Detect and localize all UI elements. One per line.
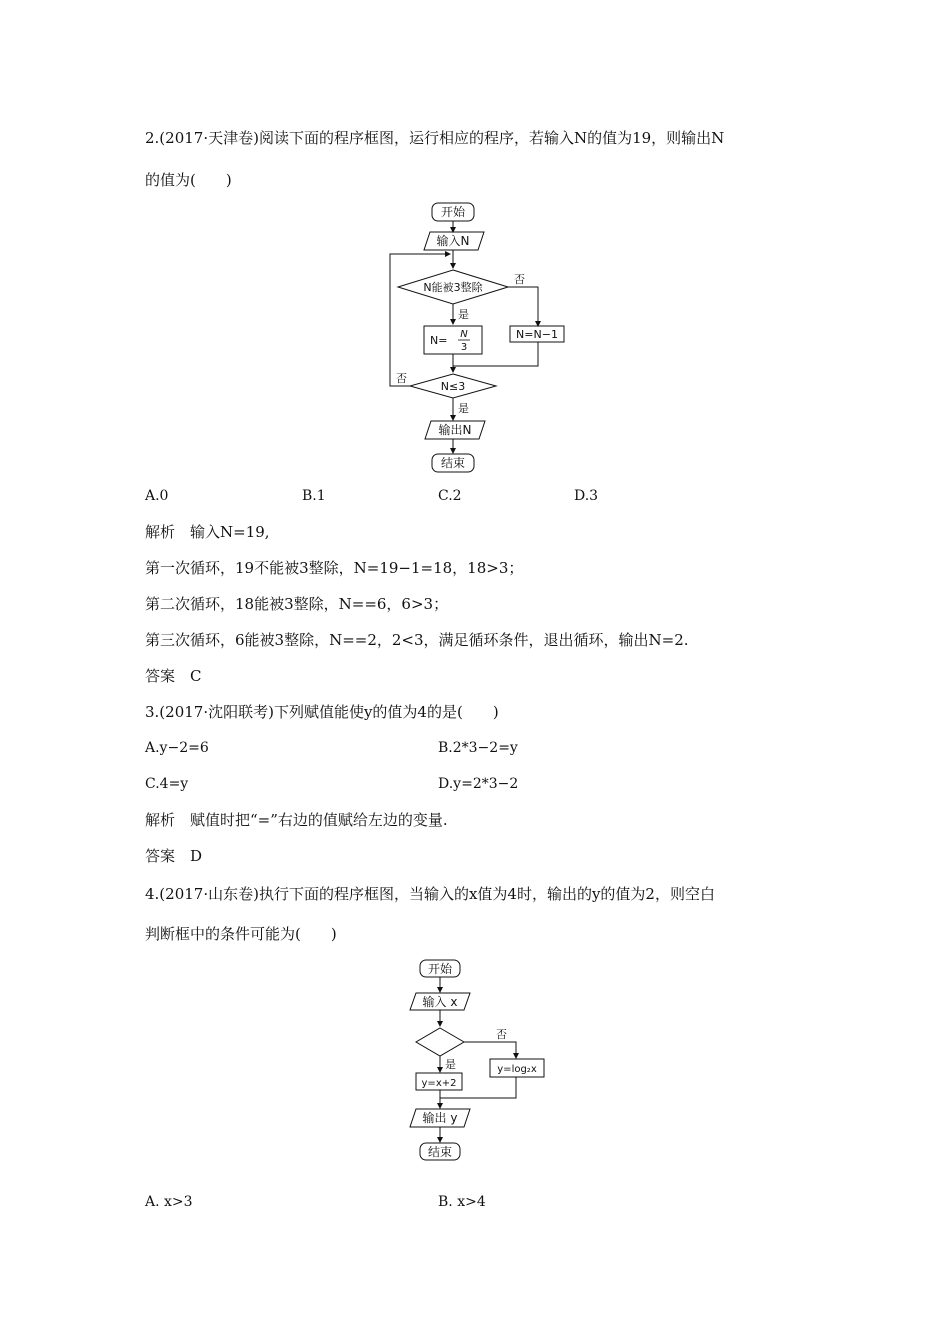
q4-stem-line1: 4.(2017·山东卷)执行下面的程序框图，当输入的x值为4时，输出的y的值为2，则空白 xyxy=(145,885,715,903)
flow-yes-label: 是 xyxy=(458,308,469,321)
q3-option-b: B.2*3−2=y xyxy=(438,740,518,756)
flow2-start-label: 开始 xyxy=(427,962,453,976)
flow-frac-denominator: 3 xyxy=(460,342,468,353)
q2-option-b: B.1 xyxy=(302,488,326,504)
q2-analysis-line1: 解析 输入N=19, xyxy=(145,523,270,541)
q3-stem: 3.(2017·沈阳联考)下列赋值能使y的值为4的是( ) xyxy=(145,703,499,721)
q2-option-d: D.3 xyxy=(574,488,599,504)
flow2-input-label: 输入 x xyxy=(422,995,458,1009)
q4-stem-line2: 判断框中的条件可能为( ) xyxy=(145,925,337,943)
flow-end-label: 结束 xyxy=(440,456,466,470)
q3-option-d: D.y=2*3−2 xyxy=(438,776,519,792)
flow-input-label: 输入N xyxy=(436,234,470,248)
flow-start-label: 开始 xyxy=(440,205,466,219)
flow-decision-le3-label: N≤3 xyxy=(440,380,466,393)
q4-option-b: B. x>4 xyxy=(438,1194,486,1210)
flow2-yes-label: 是 xyxy=(445,1058,456,1071)
q4-option-a: A. x>3 xyxy=(145,1194,193,1210)
q2-answer: 答案 C xyxy=(145,667,202,685)
flow-yes2-label: 是 xyxy=(458,402,469,415)
flow-assign-right-label: N=N−1 xyxy=(516,328,558,341)
q2-analysis-line3: 第二次循环，18能被3整除，N==6，6>3； xyxy=(145,595,449,613)
q4-flowchart xyxy=(400,952,560,1167)
flow-no-label: 否 xyxy=(514,273,525,286)
flow-assign-left-label: N= xyxy=(430,334,448,347)
q2-stem-line1: 2.(2017·天津卷)阅读下面的程序框图，运行相应的程序，若输入N的值为19，则输出N xyxy=(145,129,725,147)
q2-option-c: C.2 xyxy=(438,488,462,504)
q3-analysis: 解析 赋值时把“=”右边的值赋给左边的变量. xyxy=(145,811,448,829)
q3-answer: 答案 D xyxy=(145,847,203,865)
q2-stem-line2: 的值为( ) xyxy=(145,171,232,189)
q2-option-a: A.0 xyxy=(145,488,169,504)
flow2-right-box-label: y=log₂x xyxy=(497,1064,537,1075)
flow2-output-label: 输出 y xyxy=(422,1111,458,1125)
flow-output-label: 输出N xyxy=(438,423,472,437)
q2-flowchart xyxy=(380,198,580,478)
flow-frac-numerator: N xyxy=(460,329,468,340)
q3-option-c: C.4=y xyxy=(145,776,189,792)
q3-option-a: A.y−2=6 xyxy=(145,740,209,756)
flow-no2-label: 否 xyxy=(396,372,407,385)
q2-analysis-line4: 第三次循环，6能被3整除，N==2，2<3，满足循环条件，退出循环，输出N=2. xyxy=(145,631,689,649)
flow-decision-divisible-label: N能被3整除 xyxy=(423,281,483,294)
flow2-decision-blank xyxy=(416,1028,464,1056)
flow2-end-label: 结束 xyxy=(427,1145,453,1159)
flow2-no-label: 否 xyxy=(496,1028,507,1041)
q2-analysis-line2: 第一次循环，19不能被3整除，N=19−1=18，18>3； xyxy=(145,559,524,577)
flow2-left-box-label: y=x+2 xyxy=(421,1078,457,1089)
